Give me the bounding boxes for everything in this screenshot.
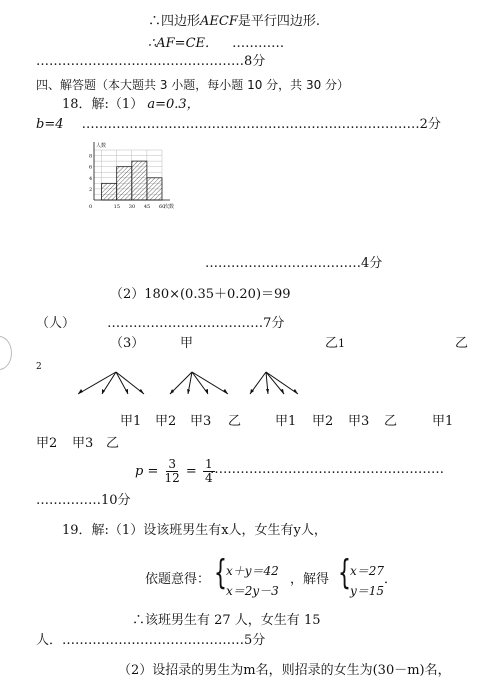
yi-char: 乙: [325, 336, 339, 351]
leaf-row-b-2: [72, 436, 93, 452]
leaf: 甲3: [348, 414, 370, 429]
leaf-row-b-3: [106, 436, 119, 452]
tree-root-2: 2: [36, 362, 42, 372]
fraction-3-12: [165, 458, 180, 485]
leaf: 甲2: [312, 414, 334, 429]
tree-root-jia: 甲: [180, 336, 194, 351]
q18-part2: （2）180×(0.35＋0.20)＝99: [110, 287, 291, 302]
p-label: p =: [135, 464, 159, 480]
eq-row-1: x＝27: [350, 564, 385, 578]
numerator: 1: [204, 457, 213, 471]
score-2: ……………………………………………………………………2分: [81, 117, 441, 132]
equation: ∴AF=CE．: [148, 36, 219, 51]
x-tick-label: 0: [89, 204, 93, 210]
section-title: 四、解答题（本大题共 3 小题，每小题 10 分，共 30 分）: [36, 78, 350, 92]
histogram-chart: [80, 138, 190, 213]
eq-row-2: y＝15: [350, 584, 385, 598]
x-tick-label: 60: [159, 204, 166, 210]
leaf-row-a-8: [384, 414, 397, 430]
leaf: 甲1: [120, 414, 142, 429]
leaf-row-b-1: [36, 436, 57, 452]
q19-part2: （2）设招录的男生为m名，则招录的女生为(30－m)名，: [118, 663, 451, 678]
y-tick-label: 6: [89, 164, 93, 171]
probability-formula: p = $\frac{3}{12}$ = $\frac{1}{4}$: [135, 457, 213, 486]
page-edge-arc: [0, 336, 12, 370]
quadrilateral-name: AECF: [200, 14, 238, 29]
b-value: b=4: [36, 117, 64, 132]
leaf: 乙: [228, 414, 242, 429]
q18-part3-label: （3）: [110, 336, 145, 351]
ren-line: [36, 316, 284, 332]
dots: …………: [232, 36, 285, 51]
leaf-row-a-6: [312, 414, 333, 430]
parallelogram-statement: [148, 14, 320, 30]
p-dots: ………………………………………………: [210, 462, 444, 477]
leaf-row-a-7: [348, 414, 369, 430]
leaf: 甲3: [190, 414, 212, 429]
leaf: 乙: [106, 436, 120, 451]
score-7: ………………………………7分: [107, 316, 285, 331]
y-tick-label: 8: [89, 153, 93, 160]
leaf-row-a-1: [120, 414, 141, 430]
leaf: 甲2: [36, 436, 58, 451]
histogram-bar: [117, 167, 132, 200]
numerator: 3: [168, 457, 176, 471]
period: ．: [384, 572, 398, 587]
leaf-row-a-5: [275, 414, 296, 430]
leaf: 甲1: [432, 414, 454, 429]
score-line-8: …………………………………………8分: [36, 54, 266, 69]
histogram-bar: [132, 161, 147, 200]
leaf: 乙: [384, 414, 398, 429]
denominator: 4: [204, 471, 213, 486]
y-tick-label: 2: [89, 186, 93, 193]
brace: {: [338, 553, 351, 593]
score-line-5: 人．……………………………………5分: [36, 633, 266, 648]
eq-row-2: x＝2y－3: [226, 584, 279, 598]
y-tick-label: 4: [89, 175, 93, 182]
q19-conclusion: ∴该班男生有 27 人，女生有 15: [132, 613, 321, 628]
x-tick-label: 45: [143, 204, 151, 210]
x-axis-label: 次数: [164, 204, 175, 210]
a-value: a=0.3，: [147, 97, 200, 112]
q18-head: [62, 97, 200, 113]
text-prefix: ∴四边形: [148, 14, 201, 29]
x-tick-label: 30: [128, 204, 136, 210]
score-line-10: ……………10分: [36, 493, 131, 508]
tree-root-yi: 乙: [455, 336, 469, 351]
x-tick-label: 15: [113, 204, 121, 210]
leaf-row-a-4: [228, 414, 241, 430]
equation-system-1: [214, 553, 294, 602]
leaf: 甲2: [155, 414, 177, 429]
eq-row-1: x＋y＝42: [226, 564, 279, 578]
leaf-row-a-9: [432, 414, 453, 430]
y-axis-label: 人数: [96, 143, 107, 149]
leaf: 甲1: [275, 414, 297, 429]
score-line-4: ………………………………4分: [205, 256, 383, 271]
histogram-bar: [147, 178, 162, 200]
leaf-row-a-3: [190, 414, 211, 430]
leaf-row-a-2: [155, 414, 176, 430]
af-equals-ce: [148, 36, 284, 52]
yiti-label: 依题意得：: [145, 572, 211, 587]
tree-root-yi1: 乙1: [325, 336, 346, 351]
unit-ren: （人）: [36, 316, 76, 331]
leaf: 甲3: [72, 436, 94, 451]
brace: {: [214, 553, 227, 593]
q19-head: 19．解:（1）设该班男生有x人，女生有y人，: [62, 523, 327, 538]
text-suffix: 是平行四边形.: [237, 14, 321, 29]
q18-label: 18．解:（1）: [62, 97, 144, 112]
denominator: 12: [164, 471, 180, 486]
q18-b-line: [36, 117, 441, 133]
jiede-label: ，解得: [290, 572, 330, 587]
tree-diagram: [70, 370, 300, 400]
histogram-bar: [102, 183, 117, 200]
